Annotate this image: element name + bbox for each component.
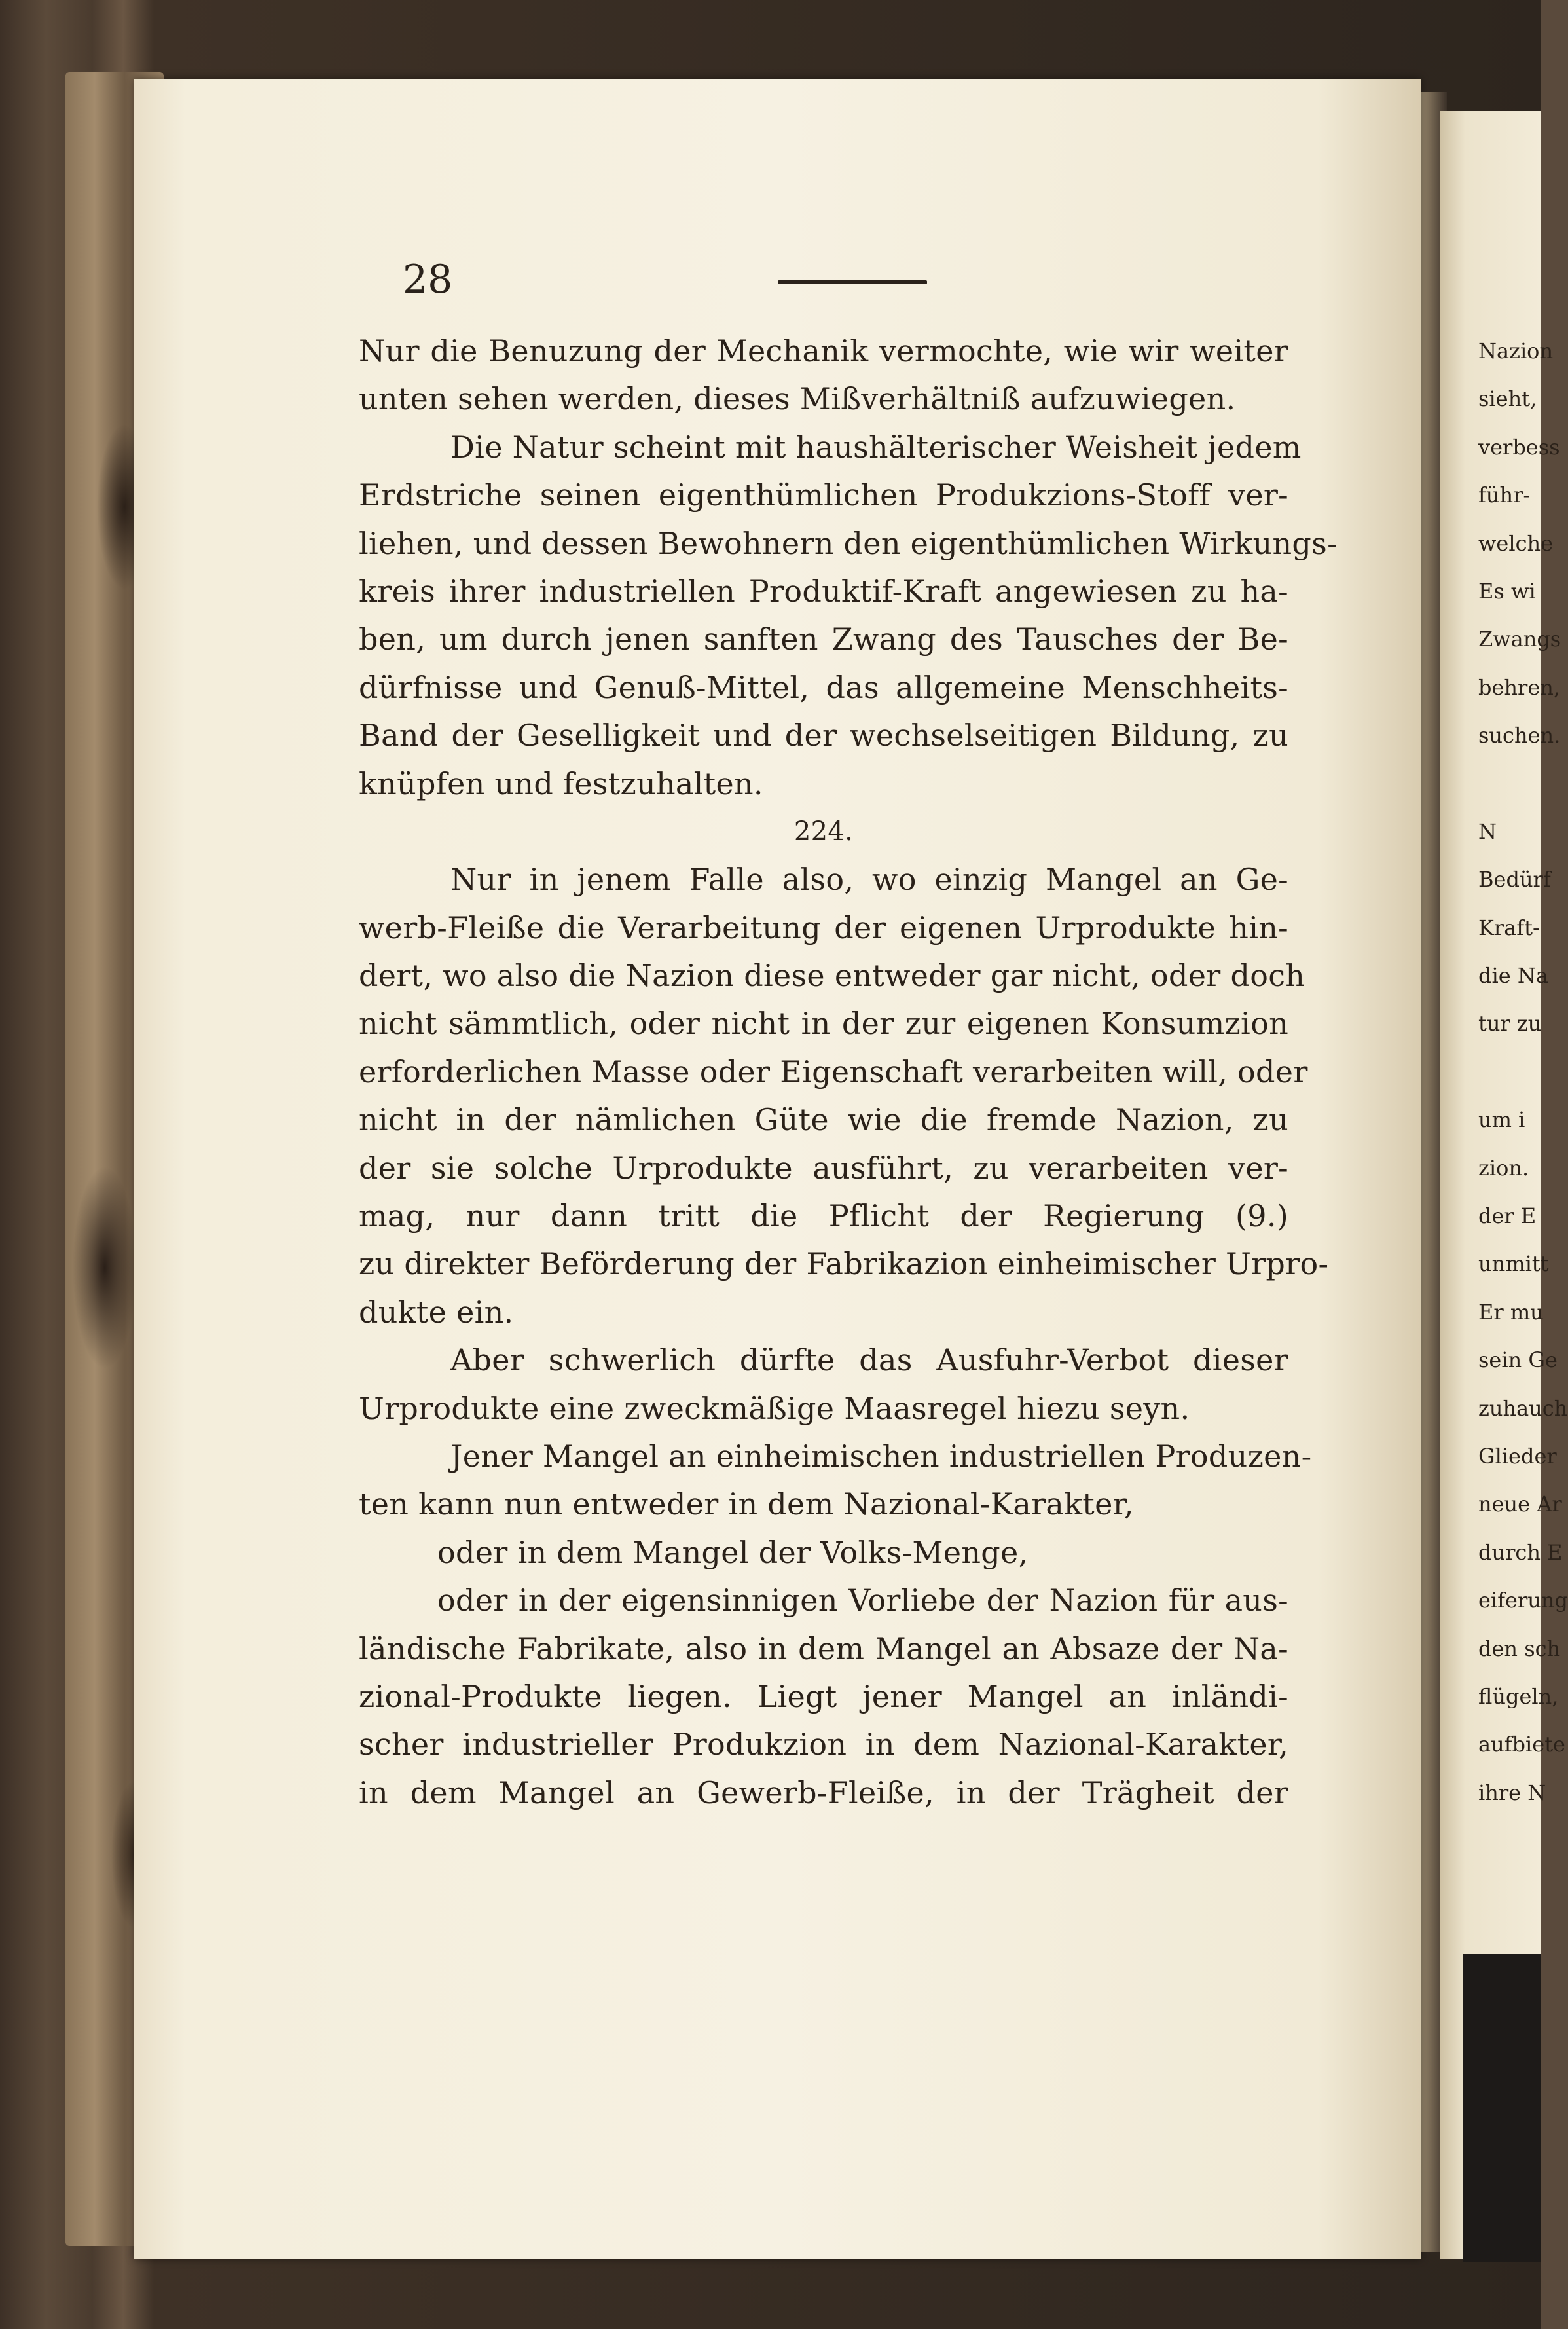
- text-line: Nur in jenem Falle also, wo einzig Mangel an Ge-: [450, 862, 1288, 898]
- facing-fragment: Glieder: [1478, 1443, 1557, 1469]
- facing-fragment: Bedürf: [1478, 867, 1551, 892]
- facing-fragment: durch E: [1478, 1539, 1563, 1565]
- facing-fragment: Es wi: [1478, 578, 1536, 604]
- text-line: nicht in der nämlichen Güte wie die fremde Nazion, zu: [359, 1102, 1288, 1138]
- text-line: Nur die Benuzung der Mechanik vermochte, wie wir weiter: [359, 333, 1288, 369]
- facing-fragment: die Na: [1478, 963, 1548, 989]
- text-line: Urprodukte eine zweckmäßige Maasregel hiezu seyn.: [359, 1390, 1190, 1426]
- text-line: oder in der eigensinnigen Vorliebe der Nazion für aus-: [437, 1583, 1288, 1619]
- facing-fragment: welche: [1478, 530, 1554, 556]
- text-line: in dem Mangel an Gewerb-Fleiße, in der Trägheit der: [359, 1774, 1288, 1810]
- facing-fragment: sieht,: [1478, 386, 1537, 412]
- text-line: ben, um durch jenen sanften Zwang des Tausches der Be-: [359, 621, 1288, 657]
- facing-fragment: unmitt: [1478, 1251, 1549, 1277]
- text-line: ten kann nun entweder in dem Nazional-Karakter,: [359, 1486, 1134, 1522]
- facing-fragment: suchen.: [1478, 723, 1561, 748]
- text-line: Erdstriche seinen eigenthümlichen Produkzions-Stoff ver-: [359, 477, 1288, 513]
- page-number: 28: [403, 257, 453, 303]
- text-line: mag, nur dann tritt die Pflicht der Regierung (9.): [359, 1198, 1288, 1234]
- section-number: 224.: [793, 816, 854, 847]
- facing-fragment: [1478, 1048, 1541, 1096]
- text-line: der sie solche Urprodukte ausführt, zu verarbeiten ver-: [359, 1150, 1288, 1186]
- text-line: unten sehen werden, dieses Mißverhältniß aufzuwiegen.: [359, 381, 1236, 417]
- facing-fragment: führ-: [1478, 483, 1531, 508]
- facing-fragment: eiferung: [1478, 1588, 1568, 1613]
- facing-fragment: Nazion: [1478, 339, 1554, 363]
- facing-fragment: verbess: [1478, 434, 1560, 460]
- facing-fragment: zuhauch: [1478, 1395, 1568, 1421]
- header-rule: [778, 280, 927, 284]
- facing-fragment: den sch: [1478, 1636, 1561, 1661]
- text-line: werb-Fleiße die Verarbeitung der eigenen Urprodukte hin-: [359, 909, 1288, 945]
- text-line: scher industrieller Produkzion in dem Nazional-Karakter,: [359, 1727, 1288, 1763]
- text-line: ländische Fabrikate, also in dem Mangel an Absaze der Na-: [359, 1630, 1288, 1666]
- facing-fragment: Zwangs: [1478, 627, 1561, 652]
- text-line: erforderlichen Masse oder Eigenschaft verarbeiten will, oder: [359, 1054, 1308, 1090]
- text-line: oder in dem Mangel der Volks-Menge,: [437, 1534, 1029, 1570]
- text-line: dukte ein.: [359, 1294, 514, 1330]
- text-line: nicht sämmtlich, oder nicht in der zur eigenen Konsumzion: [359, 1006, 1288, 1042]
- text-line: zu direkter Beförderung der Fabrikazion einheimischer Urpro-: [359, 1246, 1329, 1282]
- text-line: liehen, und dessen Bewohnern den eigenthümlichen Wirkungs-: [359, 525, 1338, 561]
- facing-fragment: aufbiete: [1478, 1732, 1565, 1757]
- scale-bar: [1463, 1954, 1541, 2262]
- text-line: kreis ihrer industriellen Produktif-Kraft angewiesen zu ha-: [359, 573, 1288, 609]
- text-line: zional-Produkte liegen. Liegt jener Mangel an inländi-: [359, 1678, 1288, 1714]
- facing-fragment: sein Ge: [1478, 1348, 1558, 1373]
- facing-fragment: Er mu: [1478, 1299, 1544, 1325]
- text-line: Band der Geselligkeit und der wechselseitigen Bildung, zu: [359, 718, 1288, 754]
- text-line: Jener Mangel an einheimischen industriellen Produzen-: [450, 1438, 1312, 1474]
- text-line: Die Natur scheint mit haushälterischer Weisheit jedem: [450, 429, 1302, 465]
- facing-fragment: behren,: [1478, 674, 1561, 700]
- facing-page-text: [1478, 327, 1568, 1817]
- facing-fragment: N: [1478, 818, 1497, 844]
- text-line: knüpfen und festzuhalten.: [359, 765, 763, 801]
- facing-fragment: der E: [1478, 1203, 1537, 1229]
- facing-fragment: Kraft-: [1478, 915, 1540, 940]
- text-line: Aber schwerlich dürfte das Ausfuhr-Verbot dieser: [450, 1342, 1288, 1378]
- facing-fragment: ihre N: [1478, 1780, 1546, 1805]
- facing-fragment: um i: [1478, 1107, 1525, 1133]
- text-line: dürfnisse und Genuß-Mittel, das allgemeine Menschheits-: [359, 669, 1288, 705]
- page-text: [359, 327, 1338, 1817]
- facing-fragment: [1478, 760, 1541, 808]
- text-line: dert, wo also die Nazion diese entweder gar nicht, oder doch: [359, 958, 1305, 994]
- facing-fragment: tur zu: [1478, 1011, 1542, 1036]
- facing-fragment: zion.: [1478, 1155, 1529, 1181]
- facing-fragment: flügeln,: [1478, 1683, 1559, 1709]
- facing-fragment: neue Ar: [1478, 1492, 1562, 1517]
